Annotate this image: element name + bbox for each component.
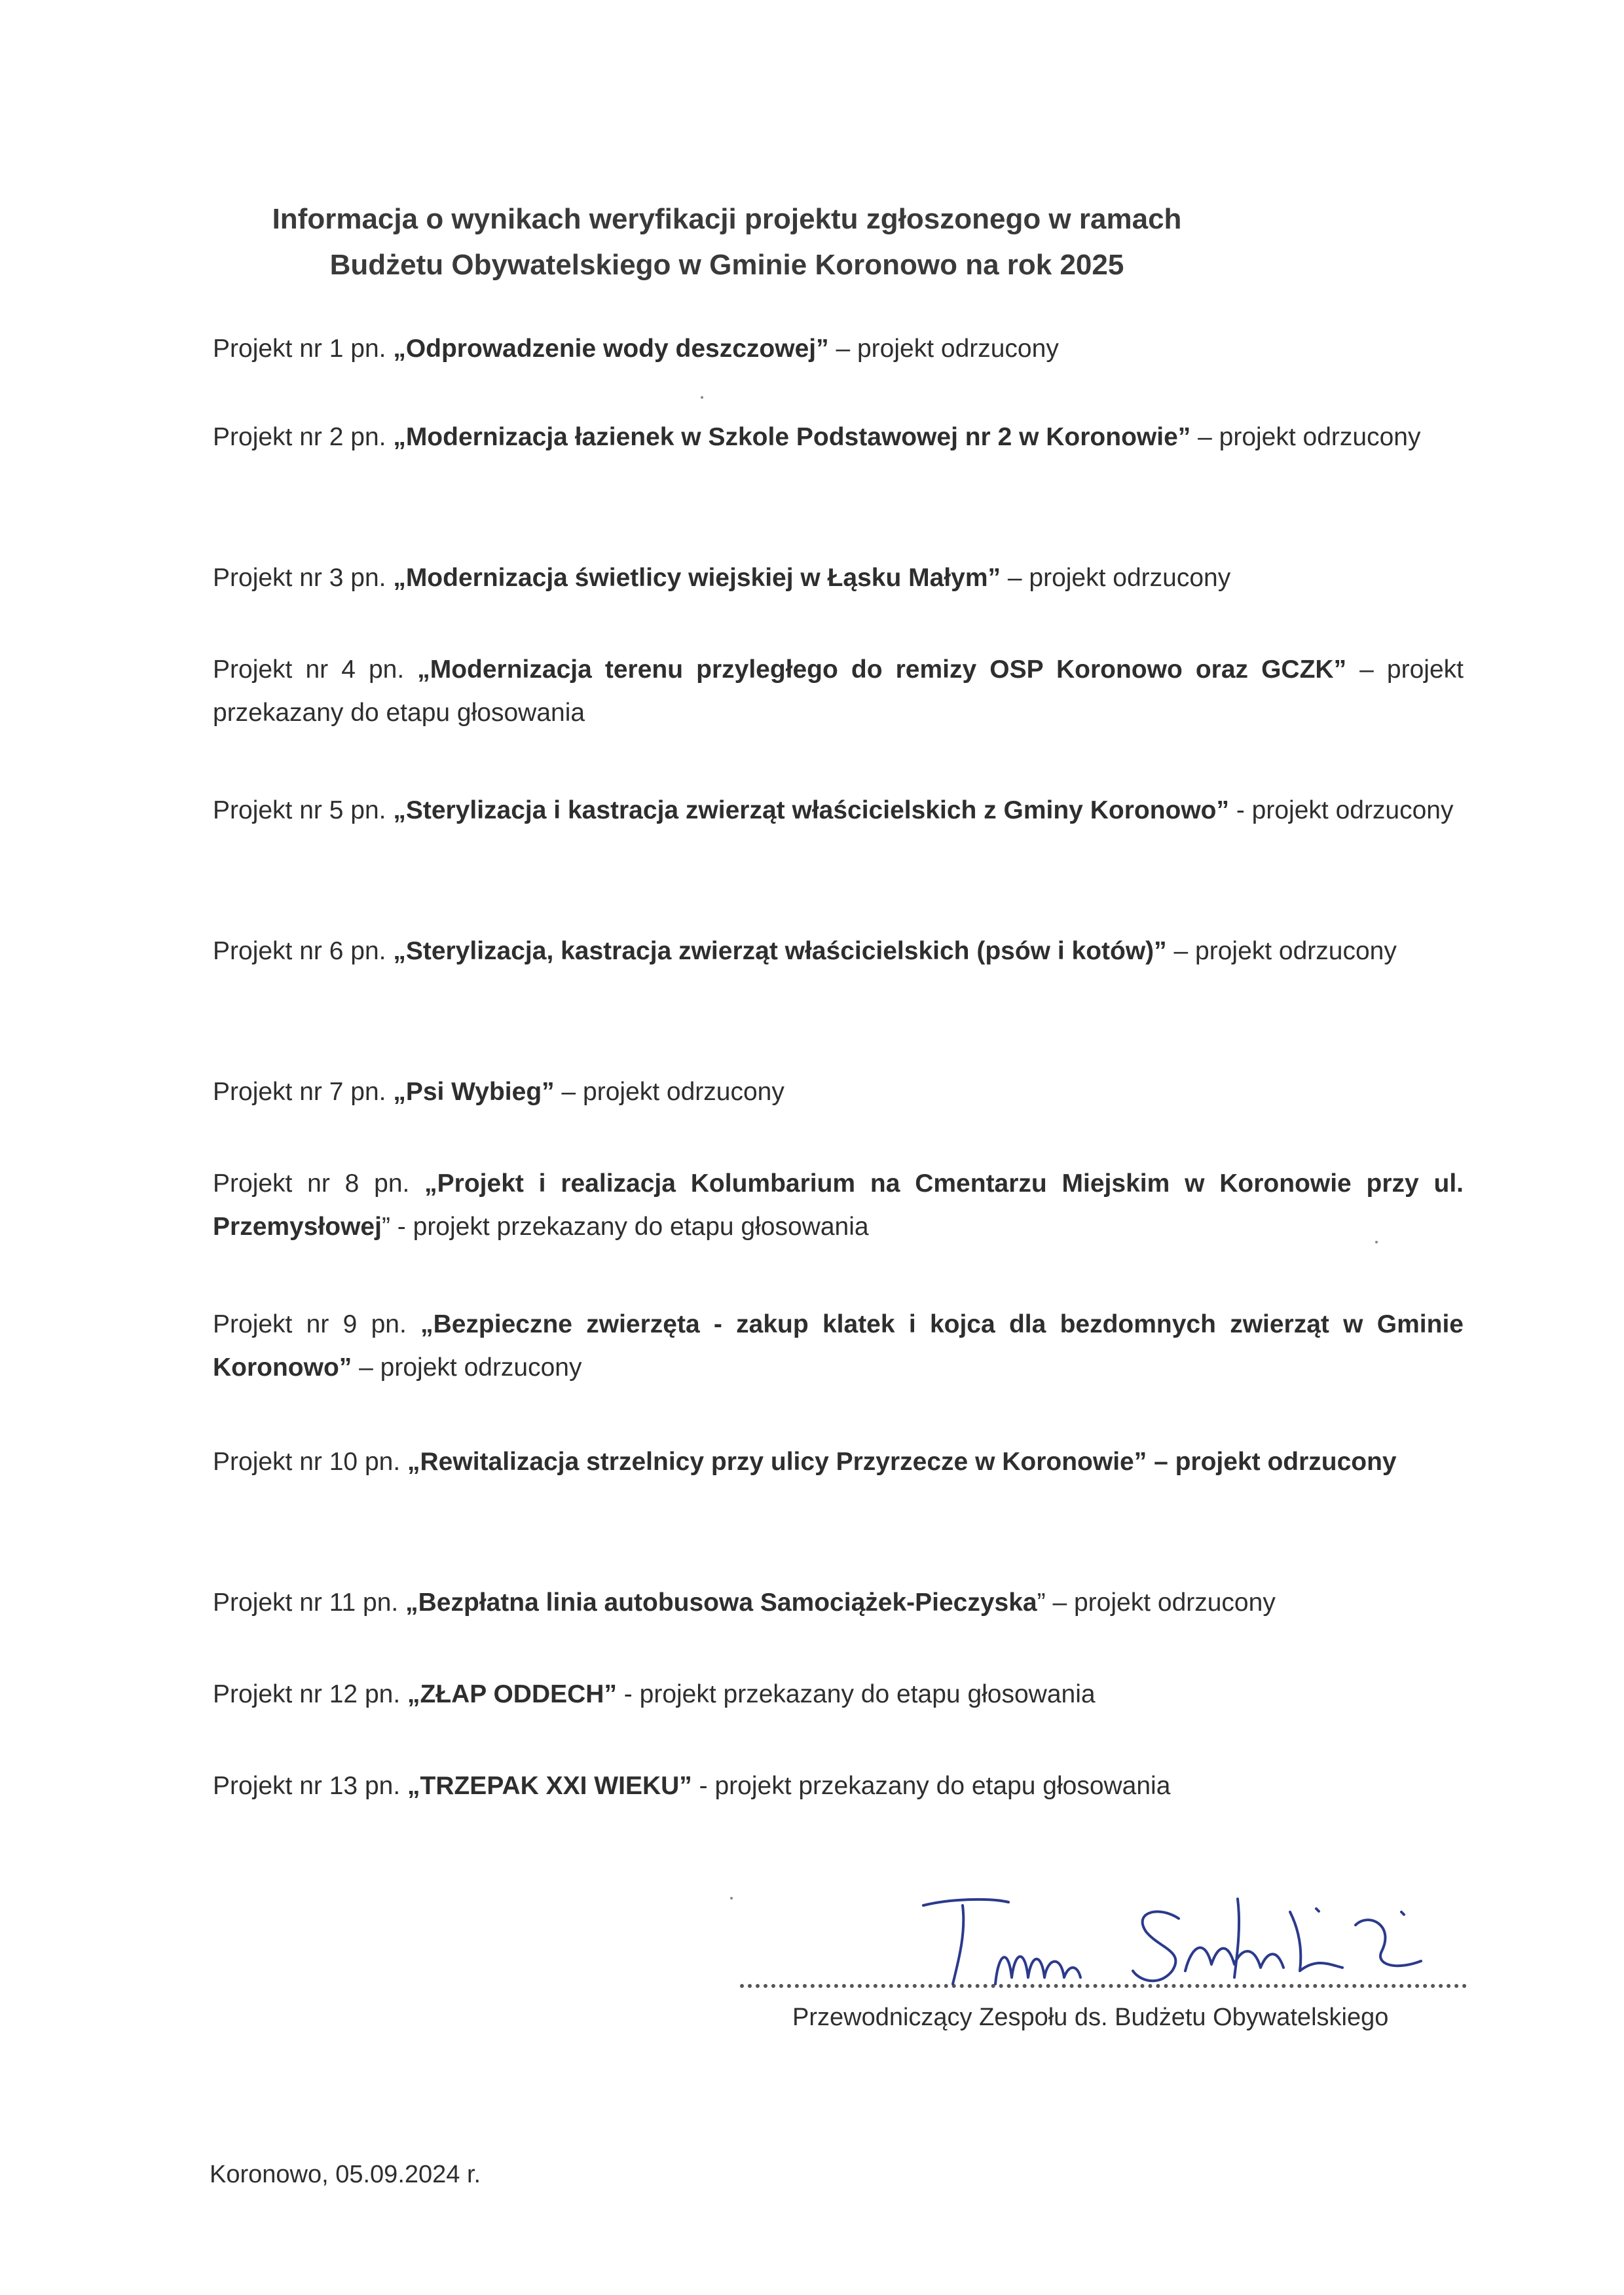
project-item xyxy=(213,327,1464,371)
project-status: projekt odrzucony xyxy=(1251,796,1454,824)
project-separator: – xyxy=(828,335,857,363)
title-line-2: Budżetu Obywatelskiego w Gminie Koronowo na rok 2025 xyxy=(329,249,1124,281)
project-prefix: Projekt nr 11 pn. xyxy=(213,1588,406,1617)
project-separator: - xyxy=(616,1680,640,1708)
project-prefix: Projekt nr 1 pn. xyxy=(213,335,394,363)
project-status: projekt przekazany do etapu głosowania xyxy=(714,1772,1171,1800)
signature-caption: Przewodniczący Zespołu ds. Budżetu Obywatelskiego xyxy=(792,2004,1389,2031)
project-separator: – xyxy=(1346,655,1387,684)
project-prefix: Projekt nr 4 pn. xyxy=(213,655,418,684)
project-status: projekt odrzucony xyxy=(1219,423,1421,451)
project-prefix: Projekt nr 3 pn. xyxy=(213,564,394,592)
project-prefix: Projekt nr 12 pn. xyxy=(213,1680,407,1708)
project-item xyxy=(213,930,1464,973)
project-separator: – xyxy=(1190,423,1219,451)
scan-speck xyxy=(701,396,703,399)
project-separator: ” – xyxy=(1037,1588,1074,1617)
project-status: projekt odrzucony xyxy=(1073,1588,1276,1617)
project-name: „ZŁAP ODDECH” xyxy=(407,1680,617,1708)
project-separator: - xyxy=(692,1772,715,1800)
project-name: „Rewitalizacja strzelnicy przy ulicy Przyrzecze w Koronowie” – projekt odrzucony xyxy=(407,1448,1397,1476)
place-and-date: Koronowo, 05.09.2024 r. xyxy=(210,2161,481,2188)
handwritten-signature xyxy=(897,1886,1460,1997)
project-separator: ” - xyxy=(381,1213,413,1241)
title-line-1: Informacja o wynikach weryfikacji projektu zgłoszonego w ramach xyxy=(272,203,1182,235)
project-name: „Sterylizacja, kastracja zwierząt właścicielskich (psów i kotów)” xyxy=(393,937,1167,965)
project-separator: – xyxy=(1001,564,1029,592)
project-prefix: Projekt nr 9 pn. xyxy=(213,1310,421,1338)
project-name: „Modernizacja terenu przyległego do remizy OSP Koronowo oraz GCZK” xyxy=(417,655,1347,684)
project-item xyxy=(213,1071,1464,1114)
project-name: „TRZEPAK XXI WIEKU” xyxy=(407,1772,692,1800)
project-separator: - xyxy=(1229,796,1252,824)
project-item xyxy=(213,648,1464,735)
project-separator: – xyxy=(554,1078,583,1106)
project-status: projekt odrzucony xyxy=(1029,564,1231,592)
project-status: projekt odrzucony xyxy=(1195,937,1397,965)
project-item xyxy=(213,1765,1464,1808)
project-status: projekt odrzucony xyxy=(380,1353,582,1382)
project-item xyxy=(213,789,1464,832)
project-item xyxy=(213,1303,1464,1389)
project-status: projekt odrzucony xyxy=(583,1078,784,1106)
project-name: „Psi Wybieg” xyxy=(393,1078,555,1106)
document-title xyxy=(216,196,1238,288)
project-name: „Projekt i realizacja Kolumbarium na Cmentarzu Miejskim w Koronowie przy ul. Przemysłowej xyxy=(213,1169,1464,1241)
project-status: projekt przekazany do etapu głosowania xyxy=(639,1680,1096,1708)
project-name: „Modernizacja świetlicy wiejskiej w Łąsku Małym” xyxy=(393,564,1001,592)
project-name: „Odprowadzenie wody deszczowej” xyxy=(393,335,829,363)
project-name: „Sterylizacja i kastracja zwierząt właścicielskich z Gminy Koronowo” xyxy=(393,796,1229,824)
project-item xyxy=(213,1581,1464,1625)
project-status: projekt odrzucony xyxy=(857,335,1059,363)
project-item xyxy=(213,416,1464,459)
project-separator: – xyxy=(352,1353,380,1382)
project-status: projekt przekazany do etapu głosowania xyxy=(213,655,1464,727)
project-name: „Bezpłatna linia autobusowa Samociążek-Pieczyska xyxy=(405,1588,1037,1617)
signature-block xyxy=(740,1886,1467,2056)
project-separator: – xyxy=(1166,937,1196,965)
scan-speck xyxy=(730,1897,733,1900)
project-prefix: Projekt nr 7 pn. xyxy=(213,1078,394,1106)
project-prefix: Projekt nr 13 pn. xyxy=(213,1772,407,1800)
project-prefix: Projekt nr 8 pn. xyxy=(213,1169,425,1198)
project-prefix: Projekt nr 5 pn. xyxy=(213,796,394,824)
project-prefix: Projekt nr 2 pn. xyxy=(213,423,394,451)
project-name: „Modernizacja łazienek w Szkole Podstawowej nr 2 w Koronowie” xyxy=(393,423,1191,451)
project-item xyxy=(213,1162,1464,1249)
project-prefix: Projekt nr 6 pn. xyxy=(213,937,394,965)
project-item xyxy=(213,1441,1464,1484)
project-status: projekt przekazany do etapu głosowania xyxy=(413,1213,869,1241)
project-item xyxy=(213,1673,1464,1716)
project-prefix: Projekt nr 10 pn. xyxy=(213,1448,407,1476)
project-name: „Bezpieczne zwierzęta - zakup klatek i kojca dla bezdomnych zwierząt w Gminie Koronowo” xyxy=(213,1310,1464,1382)
project-item xyxy=(213,557,1464,600)
scan-speck xyxy=(1375,1241,1378,1243)
